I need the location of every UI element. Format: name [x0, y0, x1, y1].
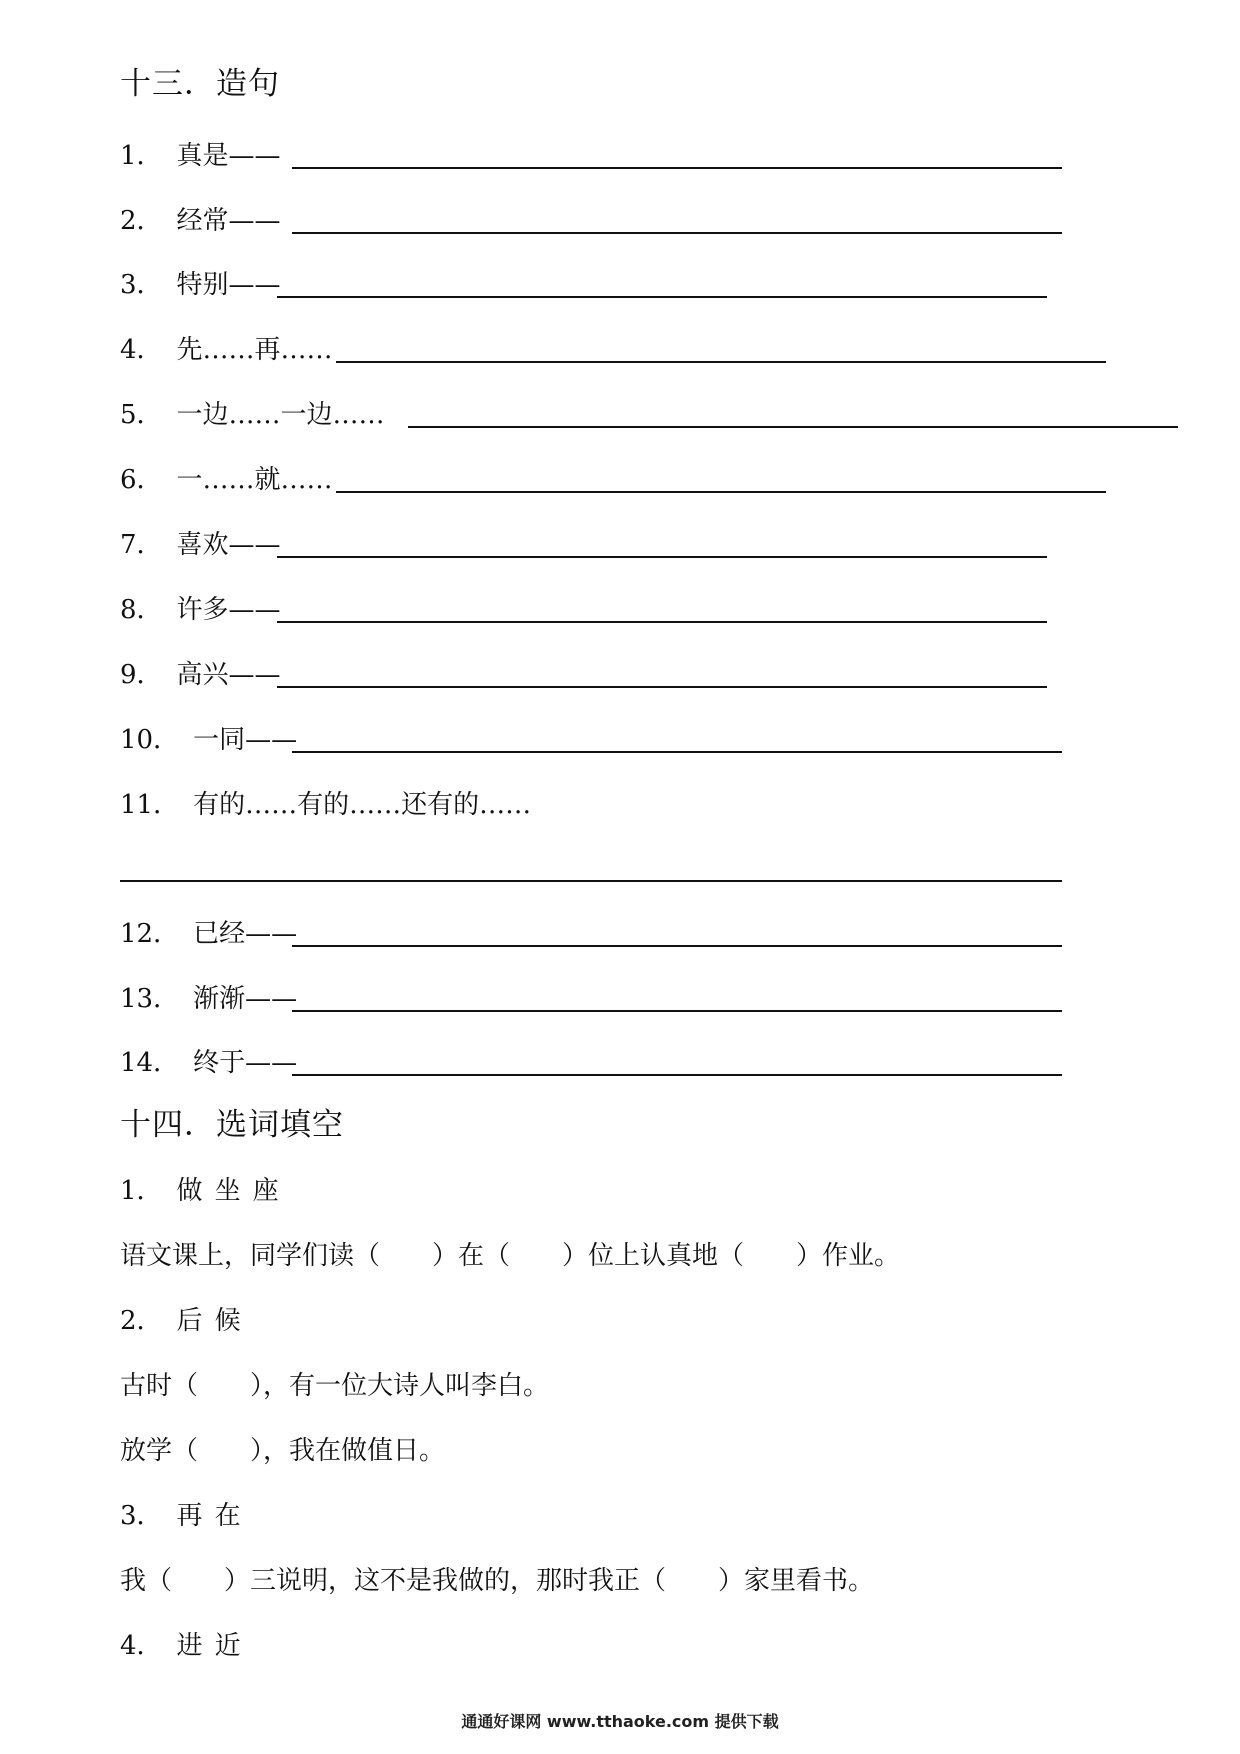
item-9 [120, 657, 281, 693]
item-prompt: 经常—— [176, 206, 281, 236]
choice-word: 进 [176, 1631, 203, 1661]
item-12 [120, 916, 297, 952]
choice-word: 候 [214, 1306, 241, 1336]
group-1-words [120, 1173, 291, 1209]
item-prompt: 有的……有的……还有的…… [193, 790, 532, 820]
item-3 [120, 267, 281, 303]
item-prompt: 真是—— [176, 141, 281, 171]
item-prompt: 一边……一边…… [176, 400, 385, 430]
item-11 [120, 787, 531, 823]
answer-line[interactable] [336, 361, 1106, 363]
item-number: 11． [120, 790, 180, 820]
item-prompt: 喜欢—— [176, 530, 281, 560]
item-prompt: 一……就…… [176, 465, 333, 495]
group-number: 4． [120, 1631, 163, 1661]
choice-word: 再 [176, 1501, 203, 1531]
section-13-title: 十三．造句 [120, 66, 280, 102]
item-number: 6． [120, 465, 163, 495]
item-prompt: 高兴—— [176, 660, 281, 690]
choice-word: 在 [214, 1501, 241, 1531]
fill-sentence: 我（ ）三说明，这不是我做的，那时我正（ ）家里看书。 [120, 1566, 875, 1596]
item-number: 14． [120, 1048, 180, 1078]
choice-word: 近 [214, 1631, 241, 1661]
answer-line[interactable] [292, 751, 1062, 753]
group-number: 3． [120, 1501, 163, 1531]
item-2 [120, 203, 281, 239]
item-5 [120, 397, 385, 433]
item-number: 13． [120, 984, 180, 1014]
item-13 [120, 981, 297, 1017]
item-10 [120, 722, 297, 758]
item-4 [120, 332, 333, 368]
item-number: 1． [120, 141, 163, 171]
answer-line[interactable] [277, 621, 1047, 623]
item-number: 12． [120, 919, 180, 949]
item-number: 8． [120, 595, 163, 625]
answer-line[interactable] [120, 880, 1062, 882]
item-number: 3． [120, 270, 163, 300]
item-1 [120, 138, 281, 174]
item-prompt: 一同—— [193, 725, 298, 755]
group-number: 2． [120, 1306, 163, 1336]
answer-line[interactable] [336, 491, 1106, 493]
item-number: 7． [120, 530, 163, 560]
item-6 [120, 462, 333, 498]
answer-line[interactable] [292, 167, 1062, 169]
answer-line[interactable] [277, 296, 1047, 298]
fill-sentence: 语文课上，同学们读（ ）在（ ）位上认真地（ ）作业。 [120, 1241, 901, 1271]
item-number: 9． [120, 660, 163, 690]
section-14-title: 十四．选词填空 [120, 1107, 344, 1143]
item-14 [120, 1045, 297, 1081]
fill-sentence: 古时（ ），有一位大诗人叫李白。 [120, 1371, 550, 1401]
answer-line[interactable] [292, 1074, 1062, 1076]
answer-line[interactable] [292, 232, 1062, 234]
item-number: 10． [120, 725, 180, 755]
item-prompt: 许多—— [176, 595, 281, 625]
group-3-words [120, 1498, 253, 1534]
answer-line[interactable] [408, 426, 1178, 428]
footer-credit: 通通好课网 www.tthaoke.com 提供下载 [461, 1712, 779, 1731]
item-number: 5． [120, 400, 163, 430]
item-prompt: 终于—— [193, 1048, 298, 1078]
choice-word: 做 [176, 1176, 203, 1206]
choice-word: 座 [252, 1176, 279, 1206]
item-8 [120, 592, 281, 628]
item-number: 2． [120, 206, 163, 236]
item-prompt: 先……再…… [176, 335, 333, 365]
group-4-words [120, 1628, 253, 1664]
item-prompt: 已经—— [193, 919, 298, 949]
answer-line[interactable] [292, 1010, 1062, 1012]
answer-line[interactable] [292, 945, 1062, 947]
item-number: 4． [120, 335, 163, 365]
choice-word: 坐 [214, 1176, 241, 1206]
answer-line[interactable] [277, 556, 1047, 558]
group-2-words [120, 1303, 253, 1339]
item-7 [120, 527, 281, 563]
choice-word: 后 [176, 1306, 203, 1336]
fill-sentence: 放学（ ），我在做值日。 [120, 1436, 446, 1466]
item-prompt: 渐渐—— [193, 984, 298, 1014]
answer-line[interactable] [277, 686, 1047, 688]
group-number: 1． [120, 1176, 163, 1206]
item-prompt: 特别—— [176, 270, 281, 300]
